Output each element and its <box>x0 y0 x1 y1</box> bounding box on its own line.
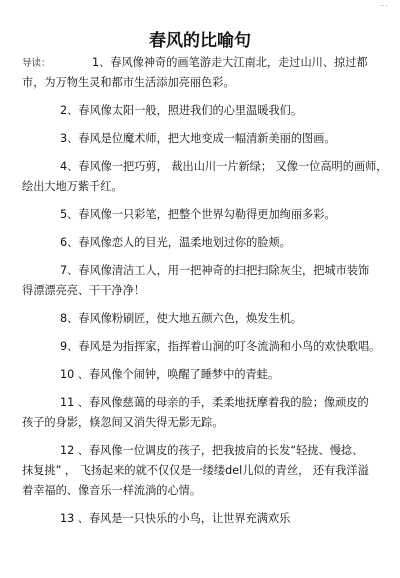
lead-label: 导读： <box>22 58 51 69</box>
paragraph-13 <box>22 509 378 529</box>
paragraph-line: 着幸福的、像音乐一样流淌的心情。 <box>22 484 202 497</box>
paragraph-line: 12 、春风像一位调皮的孩子，把我披肩的长发“轻拢、慢捻、 <box>60 444 364 457</box>
paragraph-line: 得漂漂亮亮、干干净净！ <box>22 284 146 297</box>
paragraph-line: 6、春风像恋人的目光，温柔地划过你的脸颊。 <box>60 236 291 249</box>
document-body <box>22 53 388 529</box>
paragraph-line: 2、春风像太阳一般，照进我们的心里温暖我们。 <box>60 104 303 117</box>
paragraph-8 <box>22 309 378 329</box>
paragraph-line: 10 、春风像个闹钟，唤醒了睡梦中的青蛙。 <box>60 368 280 381</box>
paragraph-line: 1、春风像神奇的画笔游走大江南北，走过山川、掠过都 <box>92 56 368 69</box>
paragraph-line: 绘出大地万紫千红。 <box>22 180 123 193</box>
paragraph-line: 孩子的身影，倏忽间又消失得无影无踪。 <box>22 416 224 429</box>
paragraph-line: 9、春风是为指挥家，指挥着山涧的叮冬流淌和小鸟的欢快歌唱。 <box>60 340 381 353</box>
paragraph-line: 4、春风像一把巧剪， 裁出山川一片新绿； 又像一位高明的画师， <box>60 160 388 173</box>
paragraph-7 <box>22 261 378 301</box>
paragraph-line: 7、春风像清洁工人，用一把神奇的扫把扫除灰尘，把城市装饰 <box>60 264 370 277</box>
paragraph-2 <box>22 101 378 121</box>
paragraph-line: 5、春风像一只彩笔，把整个世界勾勒得更加绚丽多彩。 <box>60 208 336 221</box>
paragraph-line: 8、春风像粉刷匠，使大地五颜六色，焕发生机。 <box>60 312 303 325</box>
paragraph-line: 抹复挑” ， 飞扬起来的就不仅仅是一缕缕del儿似的青丝， 还有我洋溢 <box>22 464 369 477</box>
paragraph-5 <box>22 205 378 225</box>
paragraph-11 <box>22 393 378 433</box>
paragraph-1 <box>22 53 378 93</box>
paragraph-line: 11 、春风像慈蔼的母亲的手，柔柔地抚摩着我的脸；像顽皮的 <box>60 396 369 409</box>
paragraph-10 <box>22 365 378 385</box>
page-title: 春风的比喻句 <box>149 31 251 51</box>
corner-mark: ... <box>379 0 388 8</box>
paragraph-4 <box>22 157 388 197</box>
paragraph-line: 市，为万物生灵和都市生活添加亮丽色彩。 <box>22 76 235 89</box>
paragraph-9 <box>22 337 381 357</box>
paragraph-3 <box>22 129 378 149</box>
paragraph-line: 13 、春风是一只快乐的小鸟，让世界充满欢乐 <box>60 512 291 525</box>
paragraph-12 <box>22 441 378 501</box>
paragraph-6 <box>22 233 378 253</box>
paragraph-line: 3、春风是位魔术师，把大地变成一幅清新美丽的图画。 <box>60 132 336 145</box>
